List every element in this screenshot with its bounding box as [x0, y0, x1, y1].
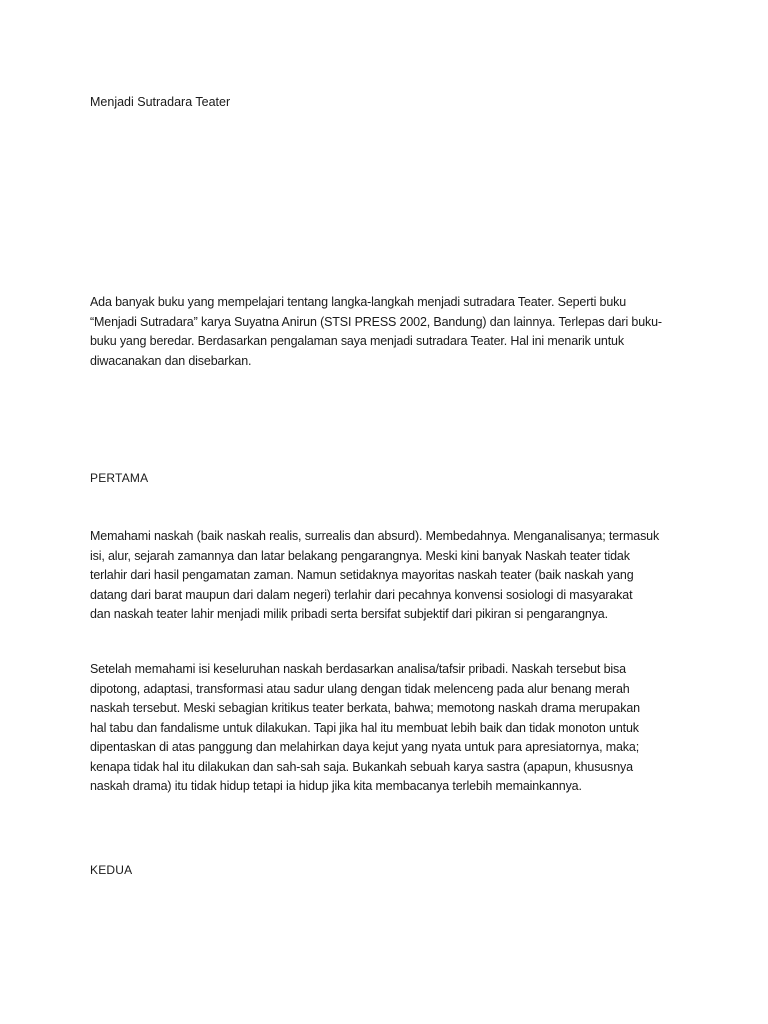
document-title: Menjadi Sutradara Teater [90, 95, 231, 109]
paragraph-line: dan naskah teater lahir menjadi milik pribadi serta bersifat subjektif dari pikiran si pengarangnya. [90, 607, 608, 621]
paragraph-line: dipentaskan di atas panggung dan melahirkan daya kejut yang nyata untuk para apresiatornya, maka; [90, 740, 640, 754]
section-heading-kedua: KEDUA [90, 863, 133, 877]
section-heading-pertama: PERTAMA [90, 471, 149, 485]
paragraph-line: terlahir dari hasil pengamatan zaman. Namun setidaknya mayoritas naskah teater (baik naskah yang [90, 568, 634, 582]
paragraph-line: dipotong, adaptasi, transformasi atau sadur ulang dengan tidak melenceng pada alur benang merah [90, 681, 630, 696]
paragraph-line: Ada banyak buku yang mempelajari tentang langka-langkah menjadi sutradara Teater. Seperti buku [90, 295, 627, 309]
paragraph-line: kenapa tidak hal itu dilakukan dan sah-sah saja. Bukankah sebuah karya sastra (apapun, khususnya [90, 759, 633, 774]
intro-paragraph [90, 293, 690, 371]
paragraph-line: naskah tersebut. Meski sebagian kritikus teater berkata, bahwa; memotong naskah drama merupakan [90, 701, 640, 715]
paragraph-line: Memahami naskah (baik naskah realis, surrealis dan absurd). Membedahnya. Menganalisanya; termasuk [90, 529, 660, 543]
paragraph-line: “Menjadi Sutradara” karya Suyatna Anirun (STSI PRESS 2002, Bandung) dan lainnya. Terlepas dari buku- [90, 314, 662, 329]
paragraph-line: naskah drama) itu tidak hidup tetapi ia hidup jika kita membacanya terlebih memainkannya. [90, 779, 582, 793]
paragraph-line: Setelah memahami isi keseluruhan naskah berdasarkan analisa/tafsir pribadi. Naskah tersebut bisa [90, 662, 626, 676]
paragraph-line: diwacanakan dan disebarkan. [90, 353, 252, 368]
section-pertama-paragraph-2 [90, 660, 690, 797]
paragraph-line: buku yang beredar. Berdasarkan pengalaman saya menjadi sutradara Teater. Hal ini menarik untuk [90, 334, 624, 348]
paragraph-line: datang dari barat maupun dari dalam negeri) terlahir dari pecahnya konvensi sosiologi di masyarakat [90, 587, 633, 602]
paragraph-line: hal tabu dan fandalisme untuk dilakukan. Tapi jika hal itu membuat lebih baik dan tidak monoton untuk [90, 720, 639, 735]
paragraph-line: isi, alur, sejarah zamannya dan latar belakang pengarangnya. Meski kini banyak Naskah teater tidak [90, 548, 630, 563]
section-pertama-paragraph-1 [90, 527, 690, 625]
